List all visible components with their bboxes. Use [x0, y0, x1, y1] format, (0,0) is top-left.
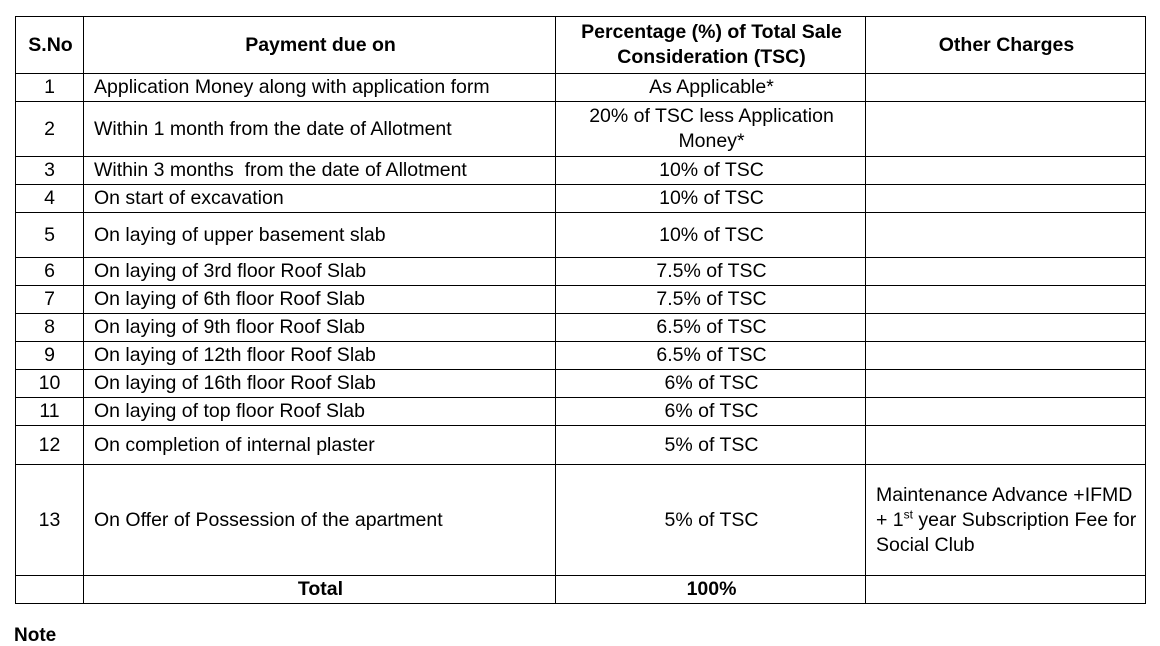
row-payment-due: Application Money along with application form: [84, 74, 556, 102]
row-percentage: 20% of TSC less Application Money*: [556, 102, 866, 157]
total-label: Total: [84, 576, 556, 604]
note-heading: Note: [14, 625, 57, 646]
row-payment-due: On laying of 3rd floor Roof Slab: [84, 258, 556, 286]
row-payment-due: On laying of upper basement slab: [84, 213, 556, 258]
row-percentage: 7.5% of TSC: [556, 258, 866, 286]
row-payment-due: Within 3 months from the date of Allotment: [84, 157, 556, 185]
table-row: [16, 157, 1146, 185]
row-other-charges: [866, 213, 1146, 258]
table-row: [16, 286, 1146, 314]
header-sno: S.No: [16, 17, 84, 74]
row-other-charges: [866, 157, 1146, 185]
row-other-charges: [866, 185, 1146, 213]
row-payment-due: On completion of internal plaster: [84, 426, 556, 465]
row-sno: 5: [16, 213, 84, 258]
row-payment-due: Within 1 month from the date of Allotment: [84, 102, 556, 157]
table-row: [16, 370, 1146, 398]
row-percentage: 6.5% of TSC: [556, 342, 866, 370]
row-payment-due: On laying of 9th floor Roof Slab: [84, 314, 556, 342]
header-other-charges: Other Charges: [866, 17, 1146, 74]
other-charges-text-cont: year Subscription Fee for Social Club: [876, 508, 1137, 556]
ordinal-superscript: st: [903, 507, 913, 521]
row-percentage: 7.5% of TSC: [556, 286, 866, 314]
table-header-row: [16, 17, 1146, 74]
row-percentage: 10% of TSC: [556, 185, 866, 213]
table-row: [16, 185, 1146, 213]
table-row: [16, 465, 1146, 576]
table-row: [16, 314, 1146, 342]
row-sno: 1: [16, 74, 84, 102]
row-other-charges: [866, 426, 1146, 465]
row-payment-due: On laying of top floor Roof Slab: [84, 398, 556, 426]
row-other-charges: [866, 102, 1146, 157]
row-other-charges: [866, 286, 1146, 314]
row-percentage: 5% of TSC: [556, 465, 866, 576]
table-row: [16, 258, 1146, 286]
row-payment-due: On start of excavation: [84, 185, 556, 213]
row-other-charges: [866, 398, 1146, 426]
row-sno: 3: [16, 157, 84, 185]
row-sno: 13: [16, 465, 84, 576]
total-other-charges: [866, 576, 1146, 604]
row-other-charges: [866, 74, 1146, 102]
row-sno: 4: [16, 185, 84, 213]
row-sno: 11: [16, 398, 84, 426]
table-row: [16, 426, 1146, 465]
payment-schedule-table: [15, 16, 1146, 604]
row-other-charges: [866, 258, 1146, 286]
other-charges-text: Maintenance Advance +IFMD + 1: [876, 483, 1133, 531]
header-payment-due-on: Payment due on: [84, 17, 556, 74]
row-percentage: 10% of TSC: [556, 213, 866, 258]
row-sno: 9: [16, 342, 84, 370]
row-percentage: 6.5% of TSC: [556, 314, 866, 342]
total-percentage: 100%: [556, 576, 866, 604]
row-payment-due: On laying of 6th floor Roof Slab: [84, 286, 556, 314]
row-other-charges: [866, 342, 1146, 370]
table-row: [16, 398, 1146, 426]
table-row: [16, 213, 1146, 258]
row-payment-due: On Offer of Possession of the apartment: [84, 465, 556, 576]
row-sno: 8: [16, 314, 84, 342]
total-row: [16, 576, 1146, 604]
total-sno-empty: [16, 576, 84, 604]
row-other-charges: [866, 465, 1146, 576]
row-sno: 10: [16, 370, 84, 398]
table-row: [16, 342, 1146, 370]
header-percentage: Percentage (%) of Total Sale Consideration (TSC): [556, 17, 866, 74]
row-percentage: 5% of TSC: [556, 426, 866, 465]
row-percentage: 6% of TSC: [556, 370, 866, 398]
row-payment-due: On laying of 12th floor Roof Slab: [84, 342, 556, 370]
row-sno: 12: [16, 426, 84, 465]
table-row: [16, 102, 1146, 157]
row-percentage: 6% of TSC: [556, 398, 866, 426]
row-percentage: As Applicable*: [556, 74, 866, 102]
row-percentage: 10% of TSC: [556, 157, 866, 185]
row-sno: 7: [16, 286, 84, 314]
row-other-charges: [866, 314, 1146, 342]
row-sno: 6: [16, 258, 84, 286]
row-other-charges: [866, 370, 1146, 398]
table-row: [16, 74, 1146, 102]
row-payment-due: On laying of 16th floor Roof Slab: [84, 370, 556, 398]
row-sno: 2: [16, 102, 84, 157]
